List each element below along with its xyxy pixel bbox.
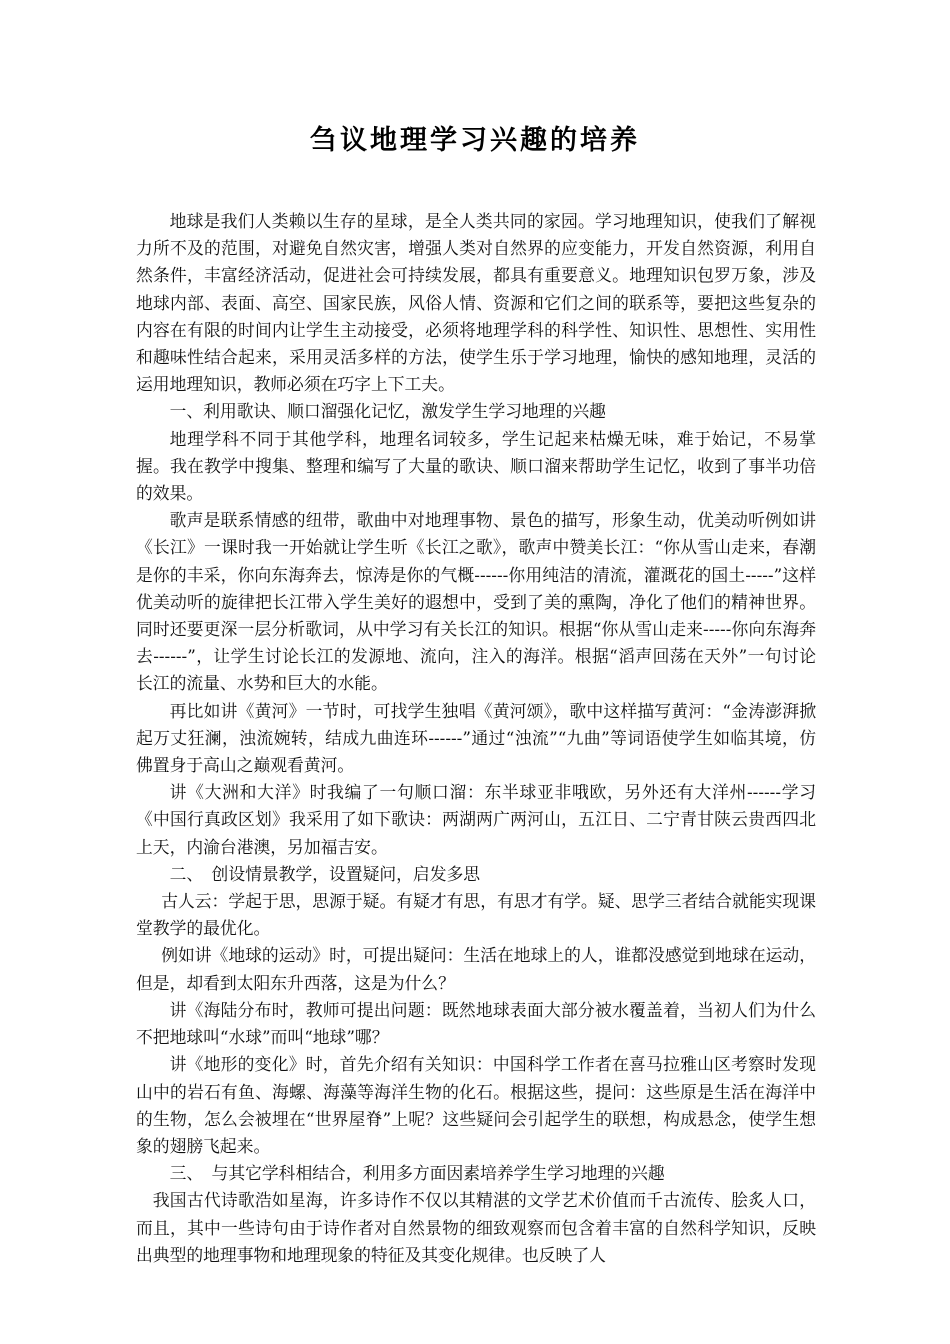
section-heading: 二、 创设情景教学，设置疑问，启发多思 [169,863,481,884]
section-heading: 三、 与其它学科相结合，利用多方面因素培养学生学习地理的兴趣 [169,1163,665,1184]
paragraph: 我国古代诗歌浩如星海，许多诗作不仅以其精湛的文学艺术价值而千古流传、脍炙人口，而且，其中一些诗句由于诗作者对自然景物的细致观察而包含着丰富的自然科学知识，反映出典型的地理事物和地理现象的特征及其变化规律。也反映了人 [136,1190,816,1265]
paragraph: 古人云：学起于思，思源于疑。有疑才有思，有思才有学。疑、思学三者结合就能实现课堂教学的最优化。 [136,891,816,939]
paragraph: 讲《海陆分布时，教师可提出问题：既然地球表面大部分被水覆盖着，当初人们为什么不把地球叫“水球”而叫“地球”哪？ [136,999,816,1048]
paragraph: 例如讲《地球的运动》时，可提出疑问：生活在地球上的人，谁都没感觉到地球在运动，但是，却看到太阳东升西落，这是为什么？ [136,945,816,993]
document-title: 刍议地理学习兴趣的培养 [310,125,640,156]
paragraph: 讲《大洲和大洋》时我编了一句顺口溜：东半球亚非哦欧，另外还有大洋州------学习《中国行真政区划》我采用了如下歌诀：两湖两广两河山，五江日、二宁青甘陕云贵西四北上天，内渝台港澳，另加福吉安。 [136,782,816,857]
paragraph: 再比如讲《黄河》一节时，可找学生独唱《黄河颂》，歌中这样描写黄河：“金涛澎湃掀起万丈狂澜，浊流婉转，结成九曲连环------”通过“浊流”“九曲”等词语使学生如临其境，仿佛置身于高山之巅观看黄河。 [136,700,816,776]
paragraph: 地球是我们人类赖以生存的星球，是全人类共同的家园。学习地理知识，使我们了解视力所不及的范围，对避免自然灾害，增强人类对自然界的应变能力，开发自然资源，利用自然条件，丰富经济活动，促进社会可持续发展，都具有重要意义。地理知识包罗万象，涉及地球内部、表面、高空、国家民族，风俗人情、资源和它们之间的联系等，要把这些复杂的内容在有限的时间内让学生主动接受，必须将地理学科的科学性、知识性、思想性、实用性和趣味性结合起来，采用灵活多样的方法，使学生乐于学习地理，愉快的感知地理，灵活的运用地理知识，教师必须在巧字上下工夫。 [136,211,816,395]
section-heading: 一、利用歌诀、顺口溜强化记忆，激发学生学习地理的兴趣 [169,401,606,422]
document-body [136,208,816,1269]
paragraph: 地理学科不同于其他学科，地理名词较多，学生记起来枯燥无味，难于始记，不易掌握。我在教学中搜集、整理和编写了大量的歌诀、顺口溜来帮助学生记忆，收到了事半功倍的效果。 [136,428,816,504]
paragraph: 讲《地形的变化》时，首先介绍有关知识：中国科学工作者在喜马拉雅山区考察时发现山中的岩石有鱼、海螺、海藻等海洋生物的化石。根据这些，提问：这些原是生活在海洋中的生物，怎么会被埋在“世界屋脊”上呢？这些疑问会引起学生的联想，构成悬念，使学生想象的翅膀飞起来。 [136,1054,816,1156]
paragraph: 歌声是联系情感的纽带，歌曲中对地理事物、景色的描写，形象生动，优美动听例如讲《长江》一课时我一开始就让学生听《长江之歌》，歌声中赞美长江：“你从雪山走来，春潮是你的丰采，你向东海奔去，惊涛是你的气概------你用纯洁的清流，灌溉花的国土-----”这样优美动听的旋律把长江带入学生美好的遐想中，受到了美的熏陶，净化了他们的精神世界。同时还要更深一层分析歌词，从中学习有关长江的知识。根据“你从雪山走来-----你向东海奔去------”，让学生讨论长江的发源地、流向，注入的海洋。根据“滔声回荡在天外”一句讨论长江的流量、水势和巨大的水能。 [136,510,816,694]
